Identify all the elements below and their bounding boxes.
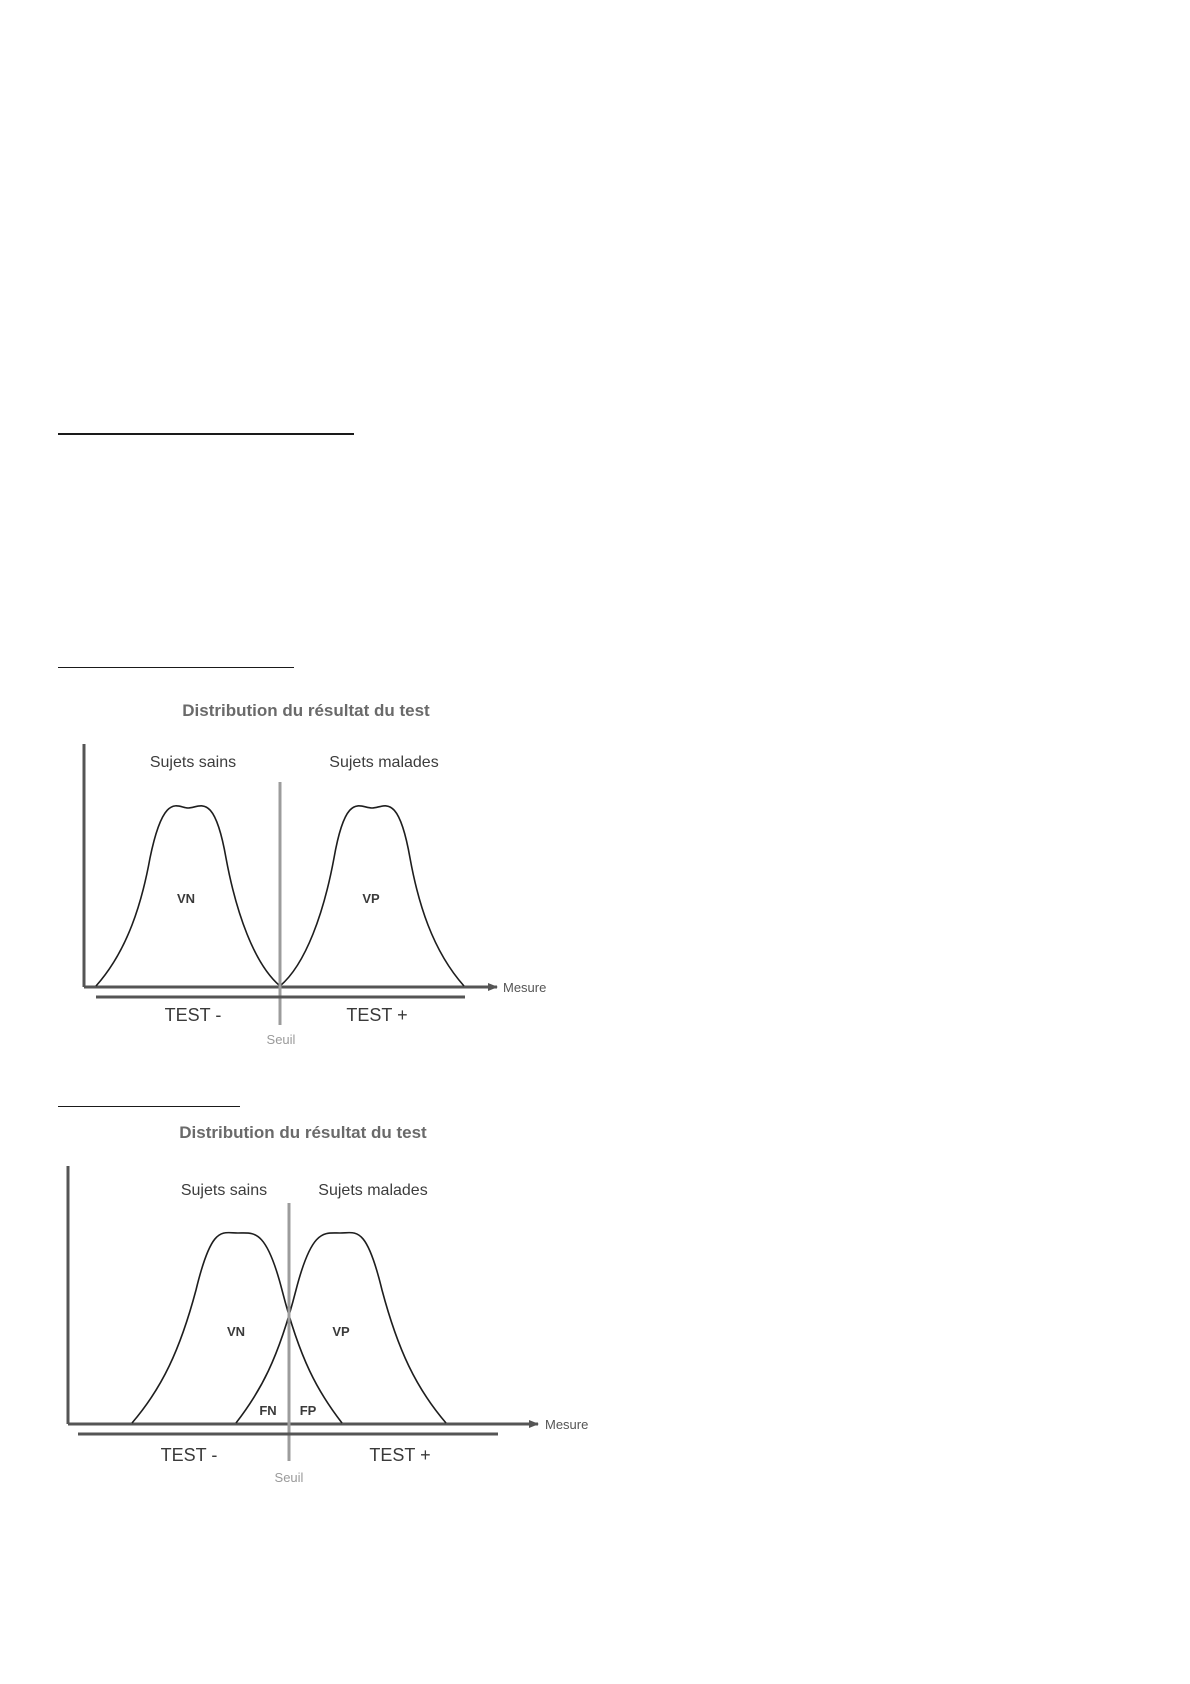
figure1-threshold-label: Seuil: [266, 1032, 296, 1047]
figure-overlapping-distributions: [68, 1123, 588, 1485]
figure2-vn-label: VN: [226, 1324, 246, 1339]
figure2-sick-label: Sujets malades: [318, 1182, 428, 1199]
figure2-fp-label: FP: [299, 1403, 317, 1418]
figure-separated-distributions: [84, 701, 546, 1047]
figure1-vn-label: VN: [176, 891, 196, 906]
figure2-test-negative: TEST -: [160, 1445, 218, 1465]
figure2-threshold-label: Seuil: [274, 1470, 304, 1485]
figure1-healthy-label: Sujets sains: [149, 754, 237, 771]
figure2-healthy-label: Sujets sains: [180, 1182, 268, 1199]
figure1-test-positive: TEST +: [346, 1005, 408, 1025]
figure1-test-negative: TEST -: [164, 1005, 222, 1025]
figure2-test-positive: TEST +: [369, 1445, 431, 1465]
figure1-title: Distribution du résultat du test: [182, 701, 430, 720]
figure2-fn-label: FN: [259, 1403, 277, 1418]
figure1-sick-label: Sujets malades: [329, 754, 439, 771]
figure2-title: Distribution du résultat du test: [179, 1123, 427, 1142]
figure2-axis-label: Mesure: [545, 1417, 589, 1432]
figure1-vp-label: VP: [362, 891, 380, 906]
figure1-axis-label: Mesure: [503, 980, 547, 995]
figure2-vp-label: VP: [332, 1324, 350, 1339]
